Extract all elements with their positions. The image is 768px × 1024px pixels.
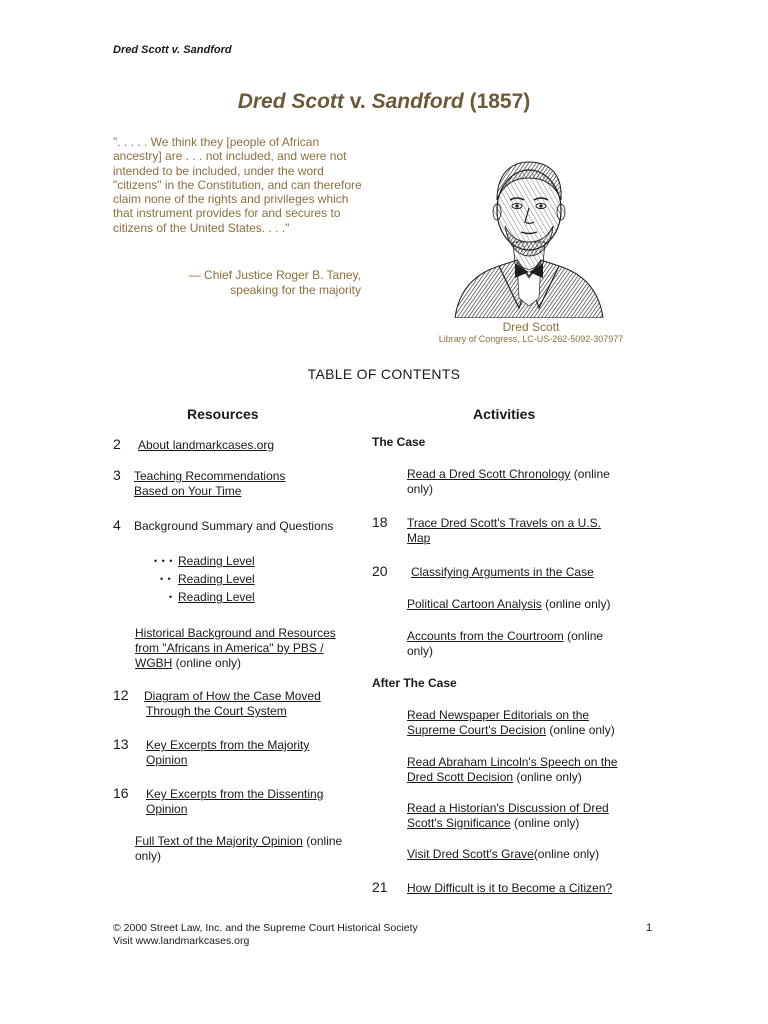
link-line: Supreme Court's Decision <box>407 723 547 737</box>
link-line: Scott's Significance <box>407 816 511 830</box>
link-line-with-note <box>407 723 615 738</box>
link-line: Diagram of How the Case Moved <box>144 689 321 703</box>
link-line-with-note <box>407 467 610 482</box>
toc-heading: TABLE OF CONTENTS <box>307 366 461 382</box>
page-title <box>0 90 768 114</box>
link-dissenting-excerpts[interactable] <box>146 787 323 817</box>
page-number-label: 13 <box>113 736 129 752</box>
footer <box>113 922 418 948</box>
link-historian-discussion[interactable] <box>407 801 609 831</box>
online-only-note: only) <box>135 849 162 863</box>
page-number-label: 18 <box>372 514 388 530</box>
link-line: Historical Background and Resources <box>135 626 336 640</box>
link-political-cartoon[interactable] <box>407 597 610 612</box>
link-line: Political Cartoon Analysis <box>407 597 542 611</box>
link-line: Opinion <box>146 753 188 767</box>
attribution-line-1: — Chief Justice Roger B. Taney, <box>188 268 361 282</box>
background-summary-text: Background Summary and Questions <box>134 519 334 533</box>
title-case-name: Dred Scott <box>237 90 344 113</box>
link-reading-level-intermediate[interactable]: Reading Level <box>178 572 255 586</box>
link-line-with-note <box>407 816 609 831</box>
page-number: 1 <box>646 922 653 934</box>
link-line: Trace Dred Scott's Travels on a U.S. <box>407 516 601 530</box>
link-reading-level-advanced[interactable]: Reading Level <box>178 554 255 568</box>
reading-level-bullets: • • <box>160 574 172 584</box>
link-line: Read a Historian's Discussion of Dred <box>407 801 609 815</box>
link-classifying-arguments[interactable]: Classifying Arguments in the Case <box>411 565 594 579</box>
page-number-label: 3 <box>113 467 121 483</box>
online-only-note: only) <box>407 644 434 658</box>
link-full-text-majority[interactable] <box>135 834 342 864</box>
online-only-note: (online <box>302 834 343 848</box>
link-line: Read a Dred Scott Chronology <box>407 467 571 481</box>
online-only-note: (online only) <box>513 770 582 784</box>
online-only-note: (online only) <box>541 597 611 611</box>
resources-heading: Resources <box>187 406 259 422</box>
attribution-line-2: speaking for the majority <box>230 283 361 297</box>
link-line: Opinion <box>146 802 188 816</box>
quote-attribution <box>113 268 361 298</box>
title-respondent: Sandford <box>371 90 464 113</box>
online-only-note: (online only) <box>533 847 600 861</box>
page-number-label: 16 <box>113 785 129 801</box>
online-only-note: (online only) <box>546 723 615 737</box>
link-lincoln-speech[interactable] <box>407 755 617 785</box>
link-line: Through the Court System <box>146 704 287 718</box>
link-line: Teaching Recommendations <box>134 469 286 483</box>
online-only-note: (online <box>570 467 610 481</box>
link-diagram-court-system[interactable] <box>144 689 321 719</box>
link-line: Full Text of the Majority Opinion <box>135 834 303 848</box>
link-line: Dred Scott Decision <box>407 770 514 784</box>
portrait-caption: Dred Scott <box>502 320 560 334</box>
online-only-note: (online <box>563 629 604 643</box>
link-chronology[interactable] <box>407 467 610 497</box>
page-number-label: 21 <box>372 879 388 895</box>
link-line-with-note <box>135 656 336 671</box>
link-line-with-note <box>407 770 617 785</box>
footer-website: Visit www.landmarkcases.org <box>113 935 250 947</box>
link-line: Accounts from the Courtroom <box>407 629 564 643</box>
taney-quote: ". . . . . We think they [people of African ancestry] are . . . not included, and were not intended to be included, under the word "citizens" in the Constitution, and can therefore claim none of the rights and privileges which that instrument provides for and secures to citizens of the United States. . . ." <box>113 135 362 235</box>
link-visit-grave[interactable] <box>407 847 599 862</box>
page-number-label: 4 <box>113 517 121 533</box>
link-line: WGBH <box>135 656 173 670</box>
link-line: Key Excerpts from the Dissenting <box>146 787 324 801</box>
page-number-label: 20 <box>372 563 388 579</box>
section-the-case: The Case <box>372 435 426 449</box>
title-year: (1857) <box>469 90 531 113</box>
link-travels-map[interactable] <box>407 516 601 546</box>
link-teaching-recommendations[interactable] <box>134 469 285 499</box>
link-africans-in-america[interactable] <box>135 626 336 671</box>
link-line-with-note <box>135 834 342 849</box>
online-only-note: (online only) <box>172 656 242 670</box>
online-only-note: (online only) <box>510 816 580 830</box>
portrait-credit: Library of Congress, LC-US-262-5092-307977 <box>438 334 624 344</box>
link-become-citizen[interactable]: How Difficult is it to Become a Citizen? <box>407 881 613 895</box>
section-after-the-case: After The Case <box>372 676 457 690</box>
running-header: Dred Scott v. Sandford <box>113 44 232 56</box>
online-only-note: only) <box>407 482 434 496</box>
link-line: from "Africans in America" by PBS / <box>135 641 324 655</box>
link-line: Read Abraham Lincoln's Speech on the <box>407 755 618 769</box>
link-line: Map <box>407 531 431 545</box>
activities-heading: Activities <box>473 406 536 422</box>
link-line: Visit Dred Scott's Grave <box>407 847 534 861</box>
title-versus: v. <box>349 90 366 113</box>
link-majority-excerpts[interactable] <box>146 738 309 768</box>
link-about-landmarkcases[interactable]: About landmarkcases.org <box>138 438 275 452</box>
link-reading-level-basic[interactable]: Reading Level <box>178 590 255 604</box>
reading-level-bullets: • • • <box>154 556 174 566</box>
link-line: Key Excerpts from the Majority <box>146 738 310 752</box>
link-line: Based on Your Time <box>134 484 242 498</box>
page-number-label: 2 <box>113 436 121 452</box>
dred-scott-portrait <box>447 138 611 318</box>
link-courtroom-accounts[interactable] <box>407 629 603 659</box>
reading-level-bullets: • <box>169 592 174 602</box>
page-number-label: 12 <box>113 687 129 703</box>
footer-copyright: © 2000 Street Law, Inc. and the Supreme Court Historical Society <box>113 922 418 934</box>
link-line-with-note <box>407 629 603 644</box>
link-line: Read Newspaper Editorials on the <box>407 708 590 722</box>
link-newspaper-editorials[interactable] <box>407 708 615 738</box>
